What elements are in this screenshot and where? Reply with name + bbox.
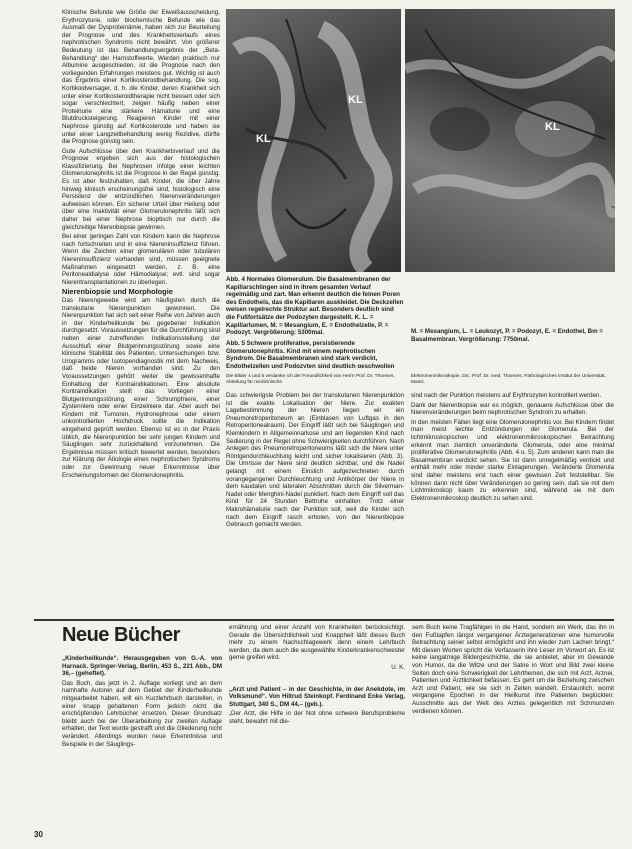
credit-right: Elektronenmikroskopie, Dir.: Prof. Dr. med. Thoenes, Pathologisches Institut der Universität, Mainz. — [411, 374, 606, 385]
figure-5-legend: M. = Mesangium, L. = Leukozyt, P. = Podozyt, E. = Endothel, Bm = Basalmembran. Vergrößerung: 7750mal. — [411, 328, 603, 343]
credit-left: Die Bilder 4 und 5 verdanke ich der Freundlichkeit von Herrn Prof. Dr. Thoenes, Abteilung für medizinische — [226, 374, 395, 385]
books-column-2 — [229, 624, 405, 824]
col3-paragraph: sind nach der Punktion meistens auf Erythrozyten kontrolliert werden. — [411, 392, 602, 399]
photo-label-kl: KL — [545, 121, 560, 133]
book-review-text: „Der Arzt, die Hilfe in der Not ohne schwere Berufsprobleme steht, bewahrt mit die- — [229, 710, 405, 725]
section-divider — [34, 619, 614, 621]
books-column-3 — [412, 624, 614, 824]
book-review-text: Das Buch, das jetzt in 2. Auflage vorliegt und an dem namhafte Autoren auf dem Gebiet der Kinderheilkunde mitgearbeitet haben, will ein Kurzlehrbuch darstellen, in einer knapp gehaltenen Form jedoch nicht die erschöpfenden Lehrbücher ersetzen. Dieser Grundsatz bleibt auch bei der Überarbeitung zur zweiten Auflage erhalten, der Text wurde gestrafft und die Gliederung nicht verändert. Allerdings wurden neue Erkenntnisse und Beispiele in der Säuglings- — [62, 679, 222, 748]
col3-paragraph: In den meisten Fällen liegt eine Glomerulonephritis vor. Bei Kindern findet man meist leichte Entzündungen der Glomerula. Bei der lichtmikroskopischen und elektronenmikroskopischen Betrachtung erkennt man ziemlich unveränderte Glomerula, oder eine minimal proliferative Glomerulonephritis (Abb. 4 u. 5). Zum anderen kann man die Basalmembran verdickt sehen. Sie ist dann unregelmäßig verdickt und enthält mehr oder minder starke Einlagerungen. Veränderte Glomerula sind daher meistens erst nach einer gewissen Zeit feststellbar. Sie können dann nicht über Veränderungen so gering sein, daß sie mit dem Lichtmikroskop kaum zu erkennen sind, während sie mit dem Elektronenmikroskop deutlich zu sehen sind. — [411, 418, 614, 502]
col3-paragraph: Dank der Nierenbiopsie war es möglich, genauere Aufschlüsse über die Nierenveränderungen beim nephrotischen Syndrom zu erhalten. — [411, 401, 614, 417]
figure-4-micrograph — [226, 9, 401, 272]
figure-4-caption: Abb. 4 Normales Glomerulum. Die Basalmembranen der Kapillarschlingen sind in ihrem gesamten Verlauf regelmäßig und zart. Man erkennt deutlich die feinen Poren des Endothels, das die Kapillaren auskleidet. Die Deckzellen weisen regelrechte Struktur auf. Besonders deutlich sind die Fußfortsätze der Podozyten dargestellt. K. L. = Kapillarlumen, M. = Mesangium, E. = Endothelzelle, P. = Podozyt. Vergrößerung: 5300mal. — [226, 276, 404, 337]
photo-label-kl: KL — [256, 133, 271, 145]
page-number: 30 — [34, 830, 43, 839]
review-author: U. K. — [391, 663, 405, 671]
figure-5-caption-continued — [411, 276, 614, 364]
micrograph-texture — [405, 9, 615, 272]
col1-paragraph: Gute Aufschlüsse über den Krankheitsverlauf und die Prognose ergeben sich aus der histologischen Klassifizierung. Bei Nephrosen infolge einer leichten Glomerulonephritis ist die Prognose in der Regel günstig. Es ist aber festzuhalten, daß Kinder, die über Jahre hinweg klinisch erscheinungsfrei sind, histologisch eine Persistenz der entzündlichen Nierenveränderungen aufweisen können. Ein sicherer Urteil über Heilung oder über eine Inaktivität einer Glomerulonephritis läßt sich daher bei einer Nephrose bioptisch nur durch die gleichzeitige Nierenbiopsie gewinnen. — [62, 147, 220, 231]
column-3-text — [411, 392, 614, 617]
books-heading: Neue Bücher — [62, 624, 180, 646]
figure-5-micrograph — [405, 9, 615, 272]
book-entry-title: „Kinderheilkunde“. Herausgegeben von G.-A. von Harnack. Springer-Verlag, Berlin, 453 S., 221 Abb., DM 36,– (geheftet). — [62, 655, 222, 678]
books-column-1 — [62, 624, 222, 824]
photo-label-kl: KL — [348, 94, 363, 106]
column-2-text: Das schwierigste Problem bei der transkutanen Nierenpunktion ist die exakte Lokalisation der Niere. Zur exakten Lagebestimmung der Nieren liegen wir ein Pneumoretroperitoneum an (Einblasen von Luftgas in den Retroperitonealraum). Der Eingriff läßt sich bei Säuglingen und Kleinkindern in Allgemeinnarkose und am liegenden Kind nach Sedierung in der Regel ohne Schwierigkeiten durchführen. Nach Anlegen des Pneumoretroperitoneums läßt sich die Niere unter Röntgendurchleuchtung leicht und sicher lokalisieren (Abb. 3). Die Umrisse der Niere sind deutlich sichtbar, und die Nadel gelangt mit einem Einstich aufgezeichneten durch vorangegangener Durchleuchtung und Antikörper der Niere in dem kaudalen und lateralen Abschnitten durch die Silverman-Nadel oder Menghini-Nadel punktiert. Nach dem Eingriff soll das Kind für 24 Stunden Bettruhe einhalten. Trotz einer Makrohämaturie nach der Punktion soll, weil die Kinder sich nach dem Eingriff rasch erholen, von der Nierenbiopsie Gebrauch gemacht werden. — [226, 392, 404, 529]
figure-5-caption-part-1: Abb. 5 Schwere proliferative, persistierende Glomerulonephritis. Kind mit einem nephrotischen Syndrom. Die Basalmembranen sind stark verdickt, Endothelzellen und Podozyten sind deutlich geschwollen — [226, 340, 395, 368]
book-review-text: sem Buch keine Tragfähigen in die Hand, sondern ein Werk, das ihn in den Fußtapfen längst vergangener Ärztegenerationen eine humorvolle Betrachtung seiner selbst ermöglicht und ihn wieder zum Lachen bringt.“ Mit diesen Worten spricht die Verfasserin ihre Leser im Vorwort an. Es ist keine langatmige Bildergeschichte, die sie anbietet, aber im Gewande von Humor, da die Witze und der Satire in Wort und Bild zwei kleine Seiten doch eine Schwierigkeit der Lehrthemen, die sich mit Arzt, Arznei, Patienten und Ärztlichkeit befassen. Es geht um die Beziehung zwischen Arzt und Patient, wie sie sich in Zeiten wandelt. Erstaunlich, womit vergangene Epochen in der Heilkunst ihre Patienten beglückten: Ausschnitte aus der Welt des Arztes gelegentlich mit Schmunzeln verdienen können. — [412, 624, 614, 715]
column-1-text — [62, 9, 220, 617]
book-entry-title: „Arzt und Patient – in der Geschichte, in der Anekdote, im Volksmund“. Von Hiltrud Steinkopf. Ferdinand Enke Verlag, Stuttgart, 340 S., DM 44,– (geb.). — [229, 685, 405, 708]
col1-paragraph: Bei einer geringen Zahl von Kindern kann die Nephrose nach fortschreiten und in eine Niereninsuffizienz führen. Wenn die Zeichen einer glomerulären oder tubulären Niereninsuffizienz vorhanden sind, müssen geeignete Maßnahmen eingesetzt werden, z. B. eine Peritonealdialyse oder Hämodialyse; evtl. sind sogar Nierentransplantationen zu überlegen. — [62, 233, 220, 286]
col1-paragraph: Das Nierengewebe wird am häufigsten durch die transkutane Nierenpunktion gewonnen. Die Nierenpunktion hat sich seit einer Reihe von Jahren auch in der Kinderheilkunde bei gegebener Indikation durchgesetzt. Voraussetzungen für die Durchführung sind neben einer zutreffenden Indikationsstellung der Ausschluß einer Blutgerinnungsstörung sowie eine klinische Stabilität des Patienten, Untersuchungen bzw. Urogramms oder Isotopendiagnostik mit dem Nachweis, daß beide Nieren vorhanden sind. Zu den Voraussetzungen gehört weiter die gewissenhafte Einhaltung der Kontraindikationen. Eine absolute Kontraindikation stellt das Vorliegen einer Blutgerinnungsstörung, einer Schrumpfniere, einer Zystenniere oder einer Einzelniere dar. Aber auch bei Kindern mit Tumoren, Hydronephrose oder einem unkontrollierten Hochdruck sollte die Indikation eingehend geprüft werden. Ebenso ist es in der Praxis üblich, die Nierenpunktion bei sehr jungen Kindern und Säuglingen sehr zurückhaltend vorzunehmen. Die Ergebnisse müssen kritisch bewertet werden, besonders zur Klärung der Ätiologie eines nephrotischen Syndroms oder zur Gewinnung neuer Erkenntnisse über Erscheinungsformen der Glomerulonephritis. — [62, 296, 220, 479]
micrograph-texture — [226, 9, 401, 272]
col1-paragraph: Klinische Befunde wie Größe der Eiweißausscheidung, Erythrozyturie, oder biochemische Befunde wie das Ausmaß der Dysproteinämie, haben sich zur Beurteilung der Prognose und des Krankheitsverlaufs eines nephrotischen Syndroms nicht bewährt. Von größerer Bedeutung ist das Behandlungsergebnis der „Beta-Behandlung“ der Harnstoffwerte. Werden praktisch nur Albumine ausgeschieden, ist die Prognose nach den vorliegenden Erfahrungen meistens gut. Wichtig ist auch das Ergebnis einer Kortikosteroidbehandlung. Die sog. Kortikoidversager, d. h. die Kinder, deren Krankheit sich unter einer Kortikosteroidtherapie nicht bessert oder sich sogar verschlechtert, zeigen häufig neben einer Proteinurie eine stärkere Hämaturie und eine Blutdrucksteigerung. Reagieren Kinder mit einer Nephrose günstig auf Kortikosteroide und haben sie unter einer Langzeitbehandlung wenig Rezidive, dürfte die Prognose günstig sein. — [62, 9, 220, 146]
section-subheading: Nierenbiopsie und Morphologie — [62, 287, 173, 297]
book-review-text: ernährung und einer Anzahl von Krankheiten berücksichtigt. Gerade die Übersichtlichkeit und Knappheit läßt dieses Buch mehr zu einem Nachschlagewerk denn einem Lehrbuch werden, da dem auch die ausgewählte Kinderkrankenschwester gerne greifen wird. — [229, 624, 405, 662]
